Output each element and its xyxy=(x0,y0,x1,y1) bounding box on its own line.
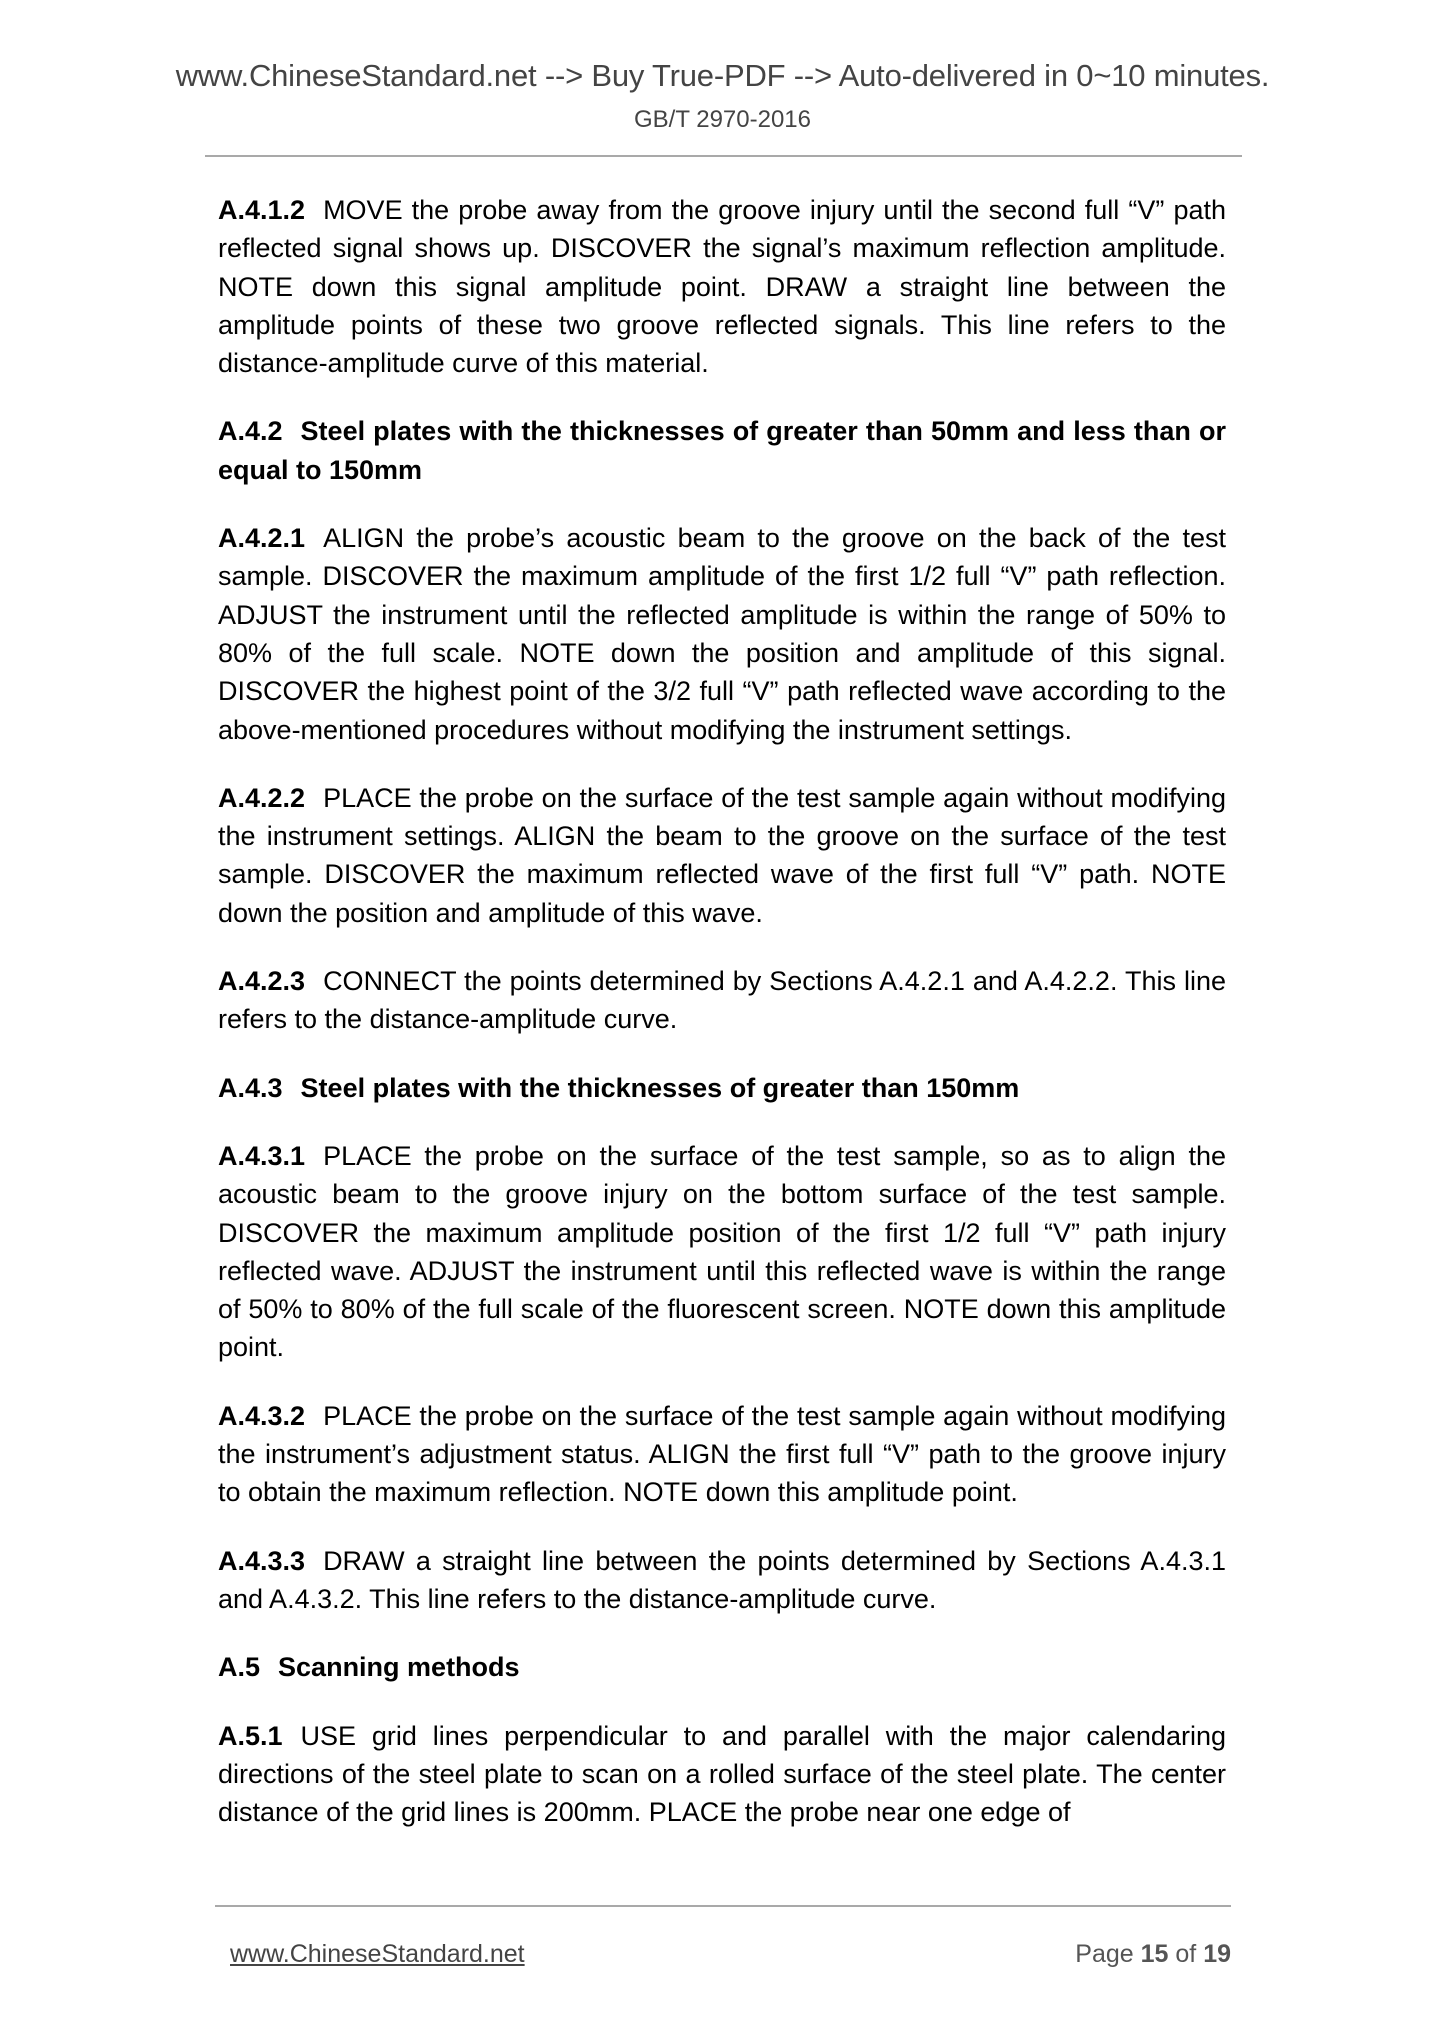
heading-text: Scanning methods xyxy=(278,1652,520,1683)
clause-number: A.4.1.2 xyxy=(218,195,306,225)
clause-a-5-1 xyxy=(218,1717,1226,1832)
header-divider xyxy=(205,155,1242,157)
clause-a-4-3-3 xyxy=(218,1542,1226,1619)
footer-site-link[interactable]: www.ChineseStandard.net xyxy=(230,1940,525,1968)
page-word: Page xyxy=(1075,1940,1134,1968)
clause-number: A.4.2.3 xyxy=(218,966,306,997)
clause-number: A.4.2.2 xyxy=(218,782,306,813)
clause-number: A.4.3.1 xyxy=(218,1140,306,1171)
heading-a-5 xyxy=(218,1648,1226,1686)
heading-text: Steel plates with the thicknesses of greater than 150mm xyxy=(300,1072,1020,1103)
clause-text: PLACE the probe on the surface of the test sample again without modifying the instrument’s adjustment status. ALIGN the first full “V” path to the groove injury to obtain the maximum reflection. NOTE down this amplitude point. xyxy=(218,1400,1226,1508)
page-current: 15 xyxy=(1140,1940,1169,1968)
clause-text: PLACE the probe on the surface of the test sample, so as to align the acoustic beam to the groove injury on the bottom surface of the test sample. DISCOVER the maximum amplitude position of the first 1/2 full “V” path injury reflected wave. ADJUST the instrument until this reflected wave is within the range of 50% to 80% of the full scale of the fluorescent screen. NOTE down this amplitude point. xyxy=(218,1140,1226,1363)
heading-number: A.5 xyxy=(218,1652,261,1683)
clause-text: PLACE the probe on the surface of the test sample again without modifying the instrument settings. ALIGN the beam to the groove on the surface of the test sample. DISCOVER the maximum reflected wave of the first full “V” path. NOTE down the position and amplitude of this wave. xyxy=(218,782,1226,928)
clause-text: CONNECT the points determined by Sections A.4.2.1 and A.4.2.2. This line refers to the distance-amplitude curve. xyxy=(218,966,1226,1035)
clause-text: DRAW a straight line between the points determined by Sections A.4.3.1 and A.4.3.2. This line refers to the distance-amplitude curve. xyxy=(218,1545,1226,1614)
clause-text: ALIGN the probe’s acoustic beam to the groove on the back of the test sample. DISCOVER the maximum amplitude of the first 1/2 full “V” path reflection. ADJUST the instrument until the reflected amplitude is within the range of 50% to 80% of the full scale. NOTE down the position and amplitude of this signal. DISCOVER the highest point of the 3/2 full “V” path reflected wave according to the above-mentioned procedures without modifying the instrument settings. xyxy=(218,523,1226,745)
clause-a-4-1-2 xyxy=(218,191,1226,382)
heading-a-4-2 xyxy=(218,412,1226,489)
heading-number: A.4.3 xyxy=(218,1072,283,1103)
clause-a-4-3-1 xyxy=(218,1137,1226,1367)
of-word: of xyxy=(1175,1940,1197,1968)
clause-number: A.4.2.1 xyxy=(218,523,306,554)
clause-text: MOVE the probe away from the groove injury until the second full “V” path reflected signal shows up. DISCOVER the signal’s maximum reflection amplitude. NOTE down this signal amplitude point. DRAW a straight line between the amplitude points of these two groove reflected signals. This line refers to the distance-amplitude curve of this material. xyxy=(218,195,1226,379)
clause-text: USE grid lines perpendicular to and parallel with the major calendaring directions of the steel plate to scan on a rolled surface of the steel plate. The center distance of the grid lines is 200mm. PLACE the probe near one edge of xyxy=(218,1720,1226,1828)
clause-a-4-2-2 xyxy=(218,779,1226,932)
page-indicator xyxy=(1075,1940,1231,1969)
document-body xyxy=(218,191,1226,1861)
header-banner: www.ChineseStandard.net --> Buy True-PDF --> Auto-delivered in 0~10 minutes. xyxy=(175,58,1270,93)
footer-divider xyxy=(215,1905,1231,1907)
clause-a-4-2-1 xyxy=(218,519,1226,749)
heading-a-4-3 xyxy=(218,1069,1226,1107)
page-total: 19 xyxy=(1203,1940,1231,1968)
heading-number: A.4.2 xyxy=(218,416,283,447)
standard-code: GB/T 2970-2016 xyxy=(633,106,811,133)
clause-a-4-3-2 xyxy=(218,1397,1226,1512)
clause-number: A.4.3.2 xyxy=(218,1400,306,1431)
clause-a-4-2-3 xyxy=(218,962,1226,1039)
clause-number: A.4.3.3 xyxy=(218,1545,306,1576)
clause-number: A.5.1 xyxy=(218,1720,283,1751)
heading-text: Steel plates with the thicknesses of greater than 50mm and less than or equal to 150mm xyxy=(218,416,1226,485)
